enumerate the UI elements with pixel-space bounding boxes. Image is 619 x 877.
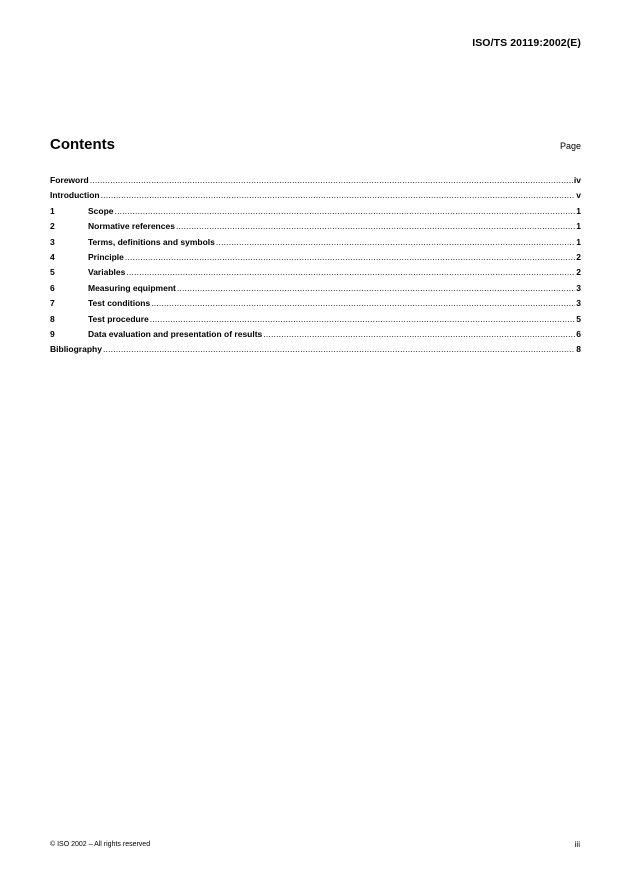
- toc-entry-normative-references[interactable]: [50, 221, 581, 236]
- toc-entry-foreword[interactable]: [50, 175, 581, 190]
- toc-entry-bibliography[interactable]: [50, 344, 581, 359]
- dot-leader: [115, 206, 576, 216]
- toc-entry-number: 7: [50, 298, 55, 309]
- toc-entry-page: 1: [576, 205, 581, 216]
- toc-entry-title: Terms, definitions and symbols: [88, 236, 215, 247]
- toc-entry-number: 2: [50, 221, 55, 232]
- toc-entry-title: Scope: [88, 205, 114, 216]
- dot-leader: [103, 344, 575, 354]
- toc-entry-title: Measuring equipment: [88, 282, 176, 293]
- toc-entry-page: iv: [573, 175, 581, 185]
- toc-entry-title: Foreword: [50, 175, 89, 185]
- toc-entry-number: 1: [50, 205, 55, 216]
- dot-leader: [90, 175, 573, 185]
- toc-entry-number: 9: [50, 328, 55, 339]
- toc-entry-number: 8: [50, 313, 55, 324]
- toc-entry-terms-definitions[interactable]: [50, 237, 581, 252]
- page-number: iii: [574, 840, 580, 849]
- toc-entry-introduction[interactable]: [50, 190, 581, 205]
- contents-title: Contents: [50, 136, 115, 153]
- toc-entry-principle[interactable]: [50, 252, 581, 267]
- toc-entry-number: 4: [50, 251, 55, 262]
- dot-leader: [216, 237, 575, 247]
- dot-leader: [263, 329, 575, 339]
- toc-entry-number: 3: [50, 236, 55, 247]
- dot-leader: [126, 267, 575, 277]
- toc-entry-page: 2: [576, 251, 581, 262]
- toc-entry-measuring-equipment[interactable]: [50, 283, 581, 298]
- dot-leader: [101, 190, 576, 200]
- dot-leader: [177, 283, 575, 293]
- toc-entry-number: 6: [50, 282, 55, 293]
- document-id: ISO/TS 20119:2002(E): [472, 37, 581, 49]
- toc-entry-page: 3: [576, 282, 581, 293]
- toc-entry-page: 6: [576, 328, 581, 339]
- toc-entry-title: Introduction: [50, 190, 100, 201]
- dot-leader: [125, 252, 575, 262]
- toc-entry-title: Test procedure: [88, 313, 149, 324]
- toc-entry-variables[interactable]: [50, 267, 581, 282]
- toc-entry-number: 5: [50, 267, 55, 278]
- toc-entry-title: Normative references: [88, 221, 175, 232]
- copyright-notice: © ISO 2002 – All rights reserved: [50, 841, 151, 848]
- toc-entry-test-conditions[interactable]: [50, 298, 581, 313]
- toc-entry-title: Data evaluation and presentation of results: [88, 328, 263, 339]
- toc-entry-title: Bibliography: [50, 344, 102, 355]
- dot-leader: [150, 314, 575, 324]
- toc-entry-page: 1: [576, 221, 581, 232]
- toc-entry-title: Variables: [88, 267, 126, 278]
- toc-entry-page: 5: [576, 313, 581, 324]
- contents-header: [50, 136, 581, 158]
- toc-entry-data-evaluation[interactable]: [50, 329, 581, 344]
- dot-leader: [176, 221, 575, 231]
- toc-entry-scope[interactable]: [50, 206, 581, 221]
- toc-entry-page: 3: [576, 298, 581, 309]
- toc-entry-page: 1: [576, 236, 581, 247]
- toc-entry-title: Test conditions: [88, 298, 151, 309]
- toc-entry-page: 2: [576, 267, 581, 278]
- dot-leader: [151, 298, 575, 308]
- toc-entry-title: Principle: [88, 251, 124, 262]
- toc-entry-page: v: [576, 190, 581, 201]
- page-column-label: Page: [559, 141, 581, 151]
- table-of-contents: [50, 175, 581, 360]
- toc-entry-test-procedure[interactable]: [50, 314, 581, 329]
- toc-entry-page: 8: [576, 344, 581, 355]
